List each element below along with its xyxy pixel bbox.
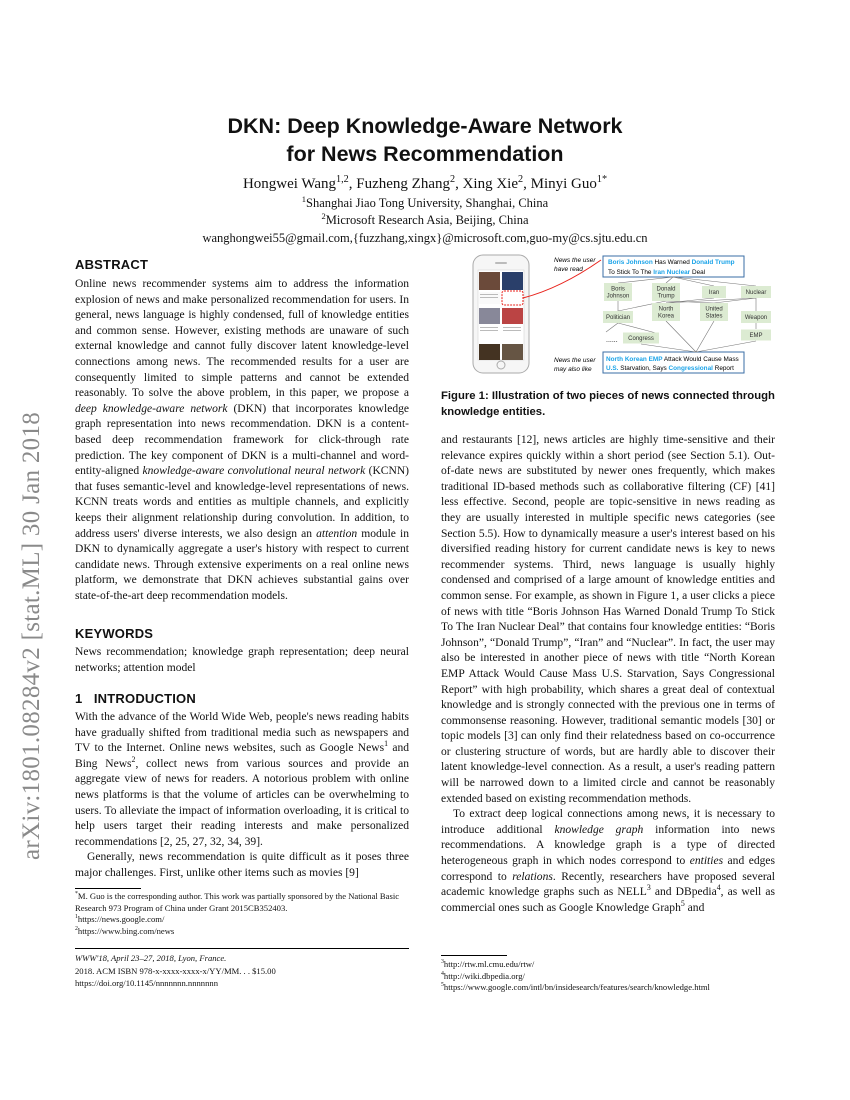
isbn: 2018. ACM ISBN 978-x-xxxx-xxxx-x/YY/MM. . . $15.00: [75, 965, 276, 976]
footnote-mark: 5: [441, 982, 444, 989]
intro-paragraph-2: [75, 850, 409, 881]
footnote-link[interactable]: https://www.bing.com/news: [77, 925, 175, 936]
text-run: To Stick To The: [608, 269, 654, 276]
entity-label: Boris: [611, 286, 625, 293]
entity-highlight: Donald Trump: [691, 259, 735, 266]
entity-label: Iran: [708, 290, 720, 297]
entity-node: [604, 283, 632, 301]
footnote-mark: *: [75, 891, 78, 898]
entity-node: [652, 283, 680, 301]
relation-edge: [618, 323, 656, 333]
introduction-left: [75, 710, 409, 882]
news-read-line-1: [608, 259, 735, 266]
conference-info: [75, 952, 409, 990]
text-run: and DBpedia: [650, 886, 717, 899]
footnote-mark: 2: [131, 754, 136, 764]
footnotes-right: [441, 959, 775, 994]
entity-node: [741, 286, 771, 298]
entity-node: [623, 333, 659, 344]
entity-label: Trump: [657, 293, 675, 300]
entity-label: Congress: [628, 336, 654, 343]
abstract-heading: ABSTRACT: [75, 257, 149, 272]
footnote-link[interactable]: https://news.google.com/: [77, 914, 165, 924]
footnote-mark: 5: [680, 898, 685, 908]
entity-label: EMP: [749, 333, 763, 340]
entity-node: [603, 311, 633, 323]
section-title: INTRODUCTION: [93, 691, 196, 706]
text-run: and edges correspond to: [441, 855, 775, 883]
footnote-mark: 1: [384, 739, 389, 749]
footnote-corresponding: [75, 891, 409, 914]
label-read-2: have read: [554, 266, 583, 273]
relation-edge: [606, 323, 618, 332]
text-run: and Bing News: [75, 742, 410, 770]
relation-edge: [666, 321, 696, 352]
footnote-2: [75, 926, 409, 938]
news-read-line-2: [608, 269, 705, 276]
author: Minyi Guo$^{1*}$: [530, 174, 608, 192]
entity-label: Johnson: [606, 293, 630, 300]
conference-rule: [75, 948, 409, 949]
entity-highlight: Iran Nuclear: [653, 269, 691, 276]
relation-edge: [696, 341, 756, 352]
entity-highlight: Congressional: [668, 365, 713, 372]
author: Hongwei Wang$^{1,2}$: [242, 174, 349, 192]
text-run: , as well as commercial ones such as Google Knowledge Graph: [441, 886, 775, 914]
keywords-body: [75, 645, 409, 676]
label-read-1: News the user: [554, 257, 596, 264]
emphasis-text: relations: [512, 870, 553, 883]
news-like-line-1: [606, 356, 739, 363]
introduction-right: [441, 433, 775, 916]
figure-1: [441, 250, 781, 380]
affiliation-2-text: Microsoft Research Asia, Beijing, China: [325, 213, 529, 227]
author-affiliation-mark: 1,2: [336, 174, 349, 185]
footnote-1: [75, 914, 409, 926]
entity-highlight: Boris Johnson: [608, 259, 653, 266]
footnotes-left: [75, 891, 409, 937]
text-run: With the advance of the World Wide Web, people's news reading habits have gradually shifted from traditional media such as newspapers and TV to the Internet. Online news websites, such as Google News: [75, 711, 409, 755]
text-run: Attack Would Cause Mass: [662, 356, 739, 363]
abstract-paragraph: [75, 277, 409, 604]
relation-edge: [714, 298, 756, 303]
text-run: , collect news from various sources and provide an aggregate view of news for readers. A notorious problem with online news platforms is that the volume of articles can be overwhelming to users. To alleviate the impact of information overloading, it is critical to help users target their reading interests and make personalized recommendations [2, 25, 27, 32, 34, 39].: [75, 757, 410, 848]
entity-label: Nuclear: [745, 290, 767, 297]
entity-node: [702, 286, 726, 298]
entity-label: Donald: [656, 286, 676, 293]
footnote-3: [441, 959, 775, 971]
entity-label: Weapon: [744, 315, 768, 322]
text-run: information into news recommendations. A knowledge graph is a type of directed heterogeneous graph in which nodes correspond to: [441, 823, 776, 868]
entity-highlight: North Korean EMP: [606, 356, 663, 363]
paper-title: [0, 112, 850, 168]
text-run: and: [684, 901, 705, 914]
footnote-mark: 2: [75, 925, 78, 932]
text-run: (KCNN) that fuses semantic-level and knowledge-level representations of news. KCNN treats words and entities as multiple channels, and explicitly keeps their alignment relationship during convolution. In addition, to address users' diverse interests, we also design an: [75, 465, 410, 540]
affiliation-1-text: Shanghai Jiao Tong University, Shanghai, China: [306, 196, 549, 210]
footnote-rule-right: [441, 955, 507, 956]
entity-highlight: U.S.: [606, 365, 619, 372]
text-run: (DKN) that incorporates knowledge graph representation into news recommendation. DKN is a content-based deep recommendation framework for click-through rate prediction. The key component of DKN is a multi-channel and word-entity-aligned: [75, 402, 409, 478]
entity-node: [700, 303, 728, 321]
arxiv-identifier: arXiv:1801.08284v2 [stat.ML] 30 Jan 2018: [18, 411, 45, 860]
introduction-heading: [75, 691, 196, 706]
footnote-rule: [75, 888, 141, 889]
title-line-2: for News Recommendation: [286, 142, 564, 166]
label-like-2: may also like: [554, 366, 592, 373]
entity-label: United: [705, 306, 723, 313]
footnote-mark: 4: [716, 883, 721, 893]
footnote-mark: 3: [441, 959, 444, 966]
emphasis-text: deep knowledge-aware network: [75, 402, 228, 415]
title-line-1: DKN: Deep Knowledge-Aware Network: [227, 114, 623, 138]
author: Fuzheng Zhang$^2$: [356, 174, 456, 192]
footnote-mark: 4: [441, 970, 444, 977]
footnote-4: [441, 971, 775, 983]
text-run: module in DKN to dynamically aggregate a user's history with respect to current candidate news. Through extensive experiments on a real online news platform, we demonstrate that DKN achieves substantial gains over state-of-the-art deep recommendation models.: [75, 527, 409, 602]
author-affiliation-mark: 2: [450, 174, 456, 185]
footnote-5: [441, 982, 775, 994]
relation-edge: [696, 321, 714, 352]
keywords-text: News recommendation; knowledge graph representation; deep neural networks; attention model: [75, 646, 409, 674]
keywords-heading: KEYWORDS: [75, 626, 154, 641]
entity-node: [741, 311, 771, 323]
footnote-link[interactable]: http://wiki.dbpedia.org/: [443, 970, 525, 981]
text-run: Deal: [690, 269, 706, 276]
intro-paragraph-3: [441, 433, 775, 807]
figure-caption: Figure 1: Illustration of two pieces of news connected through knowledge entities.: [441, 390, 775, 418]
footnote-link[interactable]: http://rtw.ml.cmu.edu/rtw/: [443, 959, 535, 969]
label-like-1: News the user: [554, 357, 596, 364]
entity-label: North: [658, 306, 674, 313]
conference-name: WWW'18, April 23–27, 2018, Lyon, France.: [75, 953, 227, 963]
author: Xing Xie$^2$: [462, 174, 524, 192]
entity-label: Politician: [605, 315, 631, 322]
ellipsis: ......: [606, 337, 618, 344]
entity-node: [741, 330, 771, 341]
entity-node: [652, 303, 680, 321]
abstract-body: [75, 277, 409, 604]
footnote-mark: 3: [646, 883, 651, 893]
author-list: Hongwei Wang$^{1,2}$, Fuzheng Zhang$^2$, Xing Xie$^2$, Minyi Guo$^{1*}$: [242, 174, 608, 192]
relation-edge: [618, 277, 673, 283]
author-affiliation-mark: 2: [518, 174, 524, 185]
text-run: Generally, news recommendation is quite difficult as it poses three major challenges. First, unlike other items such as movies [9]: [75, 851, 409, 879]
affiliation-2-mark: 2: [321, 210, 326, 221]
text-run: . Recently, researchers have proposed several academic knowledge graphs such as NELL: [441, 870, 775, 899]
footnote-link[interactable]: https://www.google.com/intl/bn/insidesearch/features/search/knowledge.html: [443, 982, 710, 992]
news-like-line-2: [606, 365, 734, 372]
author-affiliation-mark: 1*: [596, 174, 608, 185]
emphasis-text: entities: [689, 855, 724, 868]
entity-label: Korea: [657, 313, 675, 320]
doi-link[interactable]: https://doi.org/10.1145/nnnnnnn.nnnnnnn: [75, 978, 218, 988]
affiliation-1: [0, 193, 850, 211]
text-run: Online news recommender systems aim to address the information explosion of news and make personalized recommendation for users. In general, news language is highly condensed, full of knowledge entities and common sense. However, existing methods are unaware of such external knowledge and cannot fully discover latent knowledge-level connections among news. The recommended results for a user are consequently limited to simple patterns and cannot be extended reasonably. To solve the above problem, in this paper, we propose a: [75, 278, 409, 400]
text-run: To extract deep logical connections among news, it is necessary to introduce additional: [441, 808, 775, 836]
text-run: Starvation, Says: [618, 365, 669, 372]
emphasis-text: knowledge-aware convolutional neural network: [142, 465, 366, 478]
text-run: M. Guo is the corresponding author. This work was partially sponsored by the National Basic Research 973 Program of China under Grant 2015CB352403.: [75, 891, 400, 913]
text-run: Report: [712, 365, 734, 372]
intro-paragraph-1: [75, 710, 409, 850]
entity-label: States: [705, 313, 723, 320]
affiliation-1-mark: 1: [301, 193, 307, 204]
emphasis-text: attention: [316, 527, 358, 540]
text-run: Has Warned: [652, 259, 692, 266]
intro-paragraph-4: [441, 807, 775, 916]
phone-illustration: [473, 255, 529, 373]
affiliation-2: [0, 210, 850, 228]
relation-edge: [673, 277, 756, 286]
relation-edge: [641, 344, 696, 352]
emphasis-text: knowledge graph: [554, 823, 644, 836]
author-emails: wanghongwei55@gmail.com,{fuzzhang,xingx}@microsoft.com,guo-my@cs.sjtu.edu.cn: [202, 231, 648, 245]
footnote-mark: 1: [75, 914, 78, 921]
text-run: and restaurants [12], news articles are highly time-sensitive and their relevance expires quickly within a short period (see Section 5.1). Out-of-date news are substituted by newer ones frequently, which makes traditional ID-based methods such as collaborative filtering (CF) [41] less effective. Second, people are topic-sensitive in news reading as they are usually interested in multiple specific news categories (see Section 5.5). How to dynamically measure a user's interest based on his diversified reading history for current candidate news is key to news recommender systems. Third, news language is usually highly condensed and comprised of a large amount of knowledge entities and common sense. For example, as shown in Figure 1, a user clicks a piece of news with title “Boris Johnson Has Warned Donald Trump To Stick To The Iran Nuclear Deal” that contains four knowledge entities: “Boris Johnson”, “Donald Trump”, “Iran” and “Nuclear”. In fact, the user may also be interested in another piece of news with title “North Korean EMP Attack Would Cause Mass U.S. Starvation, Says Congressional Report” with high probability, which shares a great deal of contextual knowledge and is strongly connected with the previous one in terms of commonsense reasoning. However, traditional semantic models [30] or topic models [3] can only find their relatedness based on co-occurrence or clustering structure of words, but are hardly able to discover their latent knowledge-level connection. As a result, a user's reading pattern will be narrowed down to a limited circle and cannot be reasonably extended based on existing recommendation methods.: [441, 434, 775, 805]
section-number: 1: [75, 691, 83, 706]
